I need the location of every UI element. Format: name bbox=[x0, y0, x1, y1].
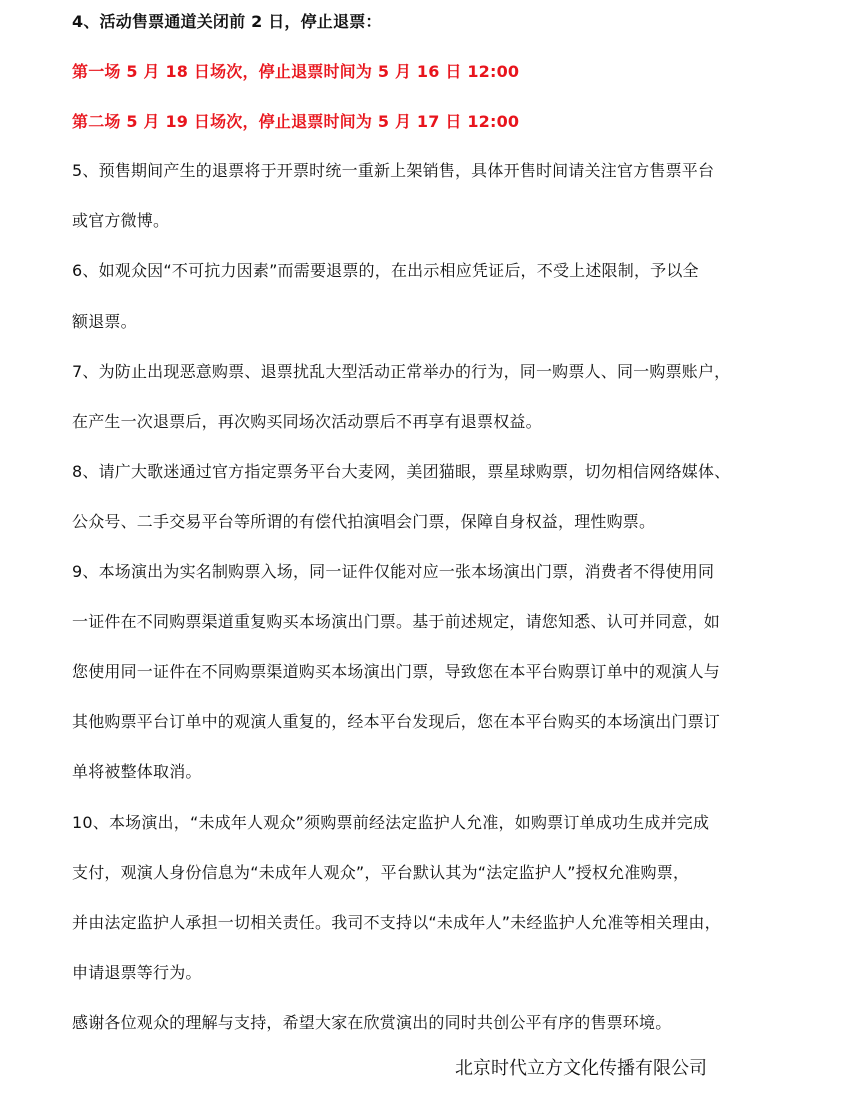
item-9-line-4: 其他购票平台订单中的观演人重复的，经本平台发现后，您在本平台购买的本场演出门票订 bbox=[72, 712, 721, 731]
thanks-message: 感谢各位观众的理解与支持，希望大家在欣赏演出的同时共创公平有序的售票环境。 bbox=[72, 1013, 672, 1032]
item-6-line-2: 额退票。 bbox=[72, 312, 137, 331]
item-6-line-1: 6、如观众因“不可抗力因素”而需要退票的，在出示相应凭证后，不受上述限制，予以全 bbox=[72, 261, 699, 280]
session-2-refund-deadline: 第二场 5 月 19 日场次，停止退票时间为 5 月 17 日 12:00 bbox=[72, 112, 520, 131]
item-8-line-2: 公众号、二手交易平台等所谓的有偿代拍演唱会门票，保障自身权益，理性购票。 bbox=[72, 512, 656, 531]
item-5-line-1: 5、预售期间产生的退票将于开票时统一重新上架销售，具体开售时间请关注官方售票平台 bbox=[72, 161, 715, 180]
item-7-line-2: 在产生一次退票后，再次购买同场次活动票后不再享有退票权益。 bbox=[72, 412, 542, 431]
refund-deadline-heading: 4、活动售票通道关闭前 2 日，停止退票： bbox=[72, 12, 382, 31]
item-5-line-2: 或官方微博。 bbox=[72, 211, 170, 230]
item-8-line-1: 8、请广大歌迷通过官方指定票务平台大麦网，美团猫眼，票星球购票，切勿相信网络媒体、 bbox=[72, 462, 731, 481]
item-9-line-2: 一证件在不同购票渠道重复购买本场演出门票。基于前述规定，请您知悉、认可并同意，如 bbox=[72, 612, 721, 631]
session-1-refund-deadline: 第一场 5 月 18 日场次，停止退票时间为 5 月 16 日 12:00 bbox=[72, 62, 520, 81]
item-10-line-4: 申请退票等行为。 bbox=[72, 963, 202, 982]
item-9-line-5: 单将被整体取消。 bbox=[72, 762, 202, 781]
item-10-line-1: 10、本场演出，“未成年人观众”须购票前经法定监护人允准，如购票订单成功生成并完成 bbox=[72, 813, 710, 832]
company-signature: 北京时代立方文化传播有限公司 bbox=[455, 1058, 707, 1079]
item-9-line-1: 9、本场演出为实名制购票入场，同一证件仅能对应一张本场演出门票，消费者不得使用同 bbox=[72, 562, 715, 581]
item-10-line-2: 支付，观演人身份信息为“未成年人观众”，平台默认其为“法定监护人”授权允准购票， bbox=[72, 863, 690, 882]
item-10-line-3: 并由法定监护人承担一切相关责任。我司不支持以“未成年人”未经监护人允准等相关理由， bbox=[72, 913, 721, 932]
item-7-line-1: 7、为防止出现恶意购票、退票扰乱大型活动正常举办的行为，同一购票人、同一购票账户， bbox=[72, 362, 731, 381]
item-9-line-3: 您使用同一证件在不同购票渠道购买本场演出门票，导致您在本平台购票订单中的观演人与 bbox=[72, 662, 721, 681]
